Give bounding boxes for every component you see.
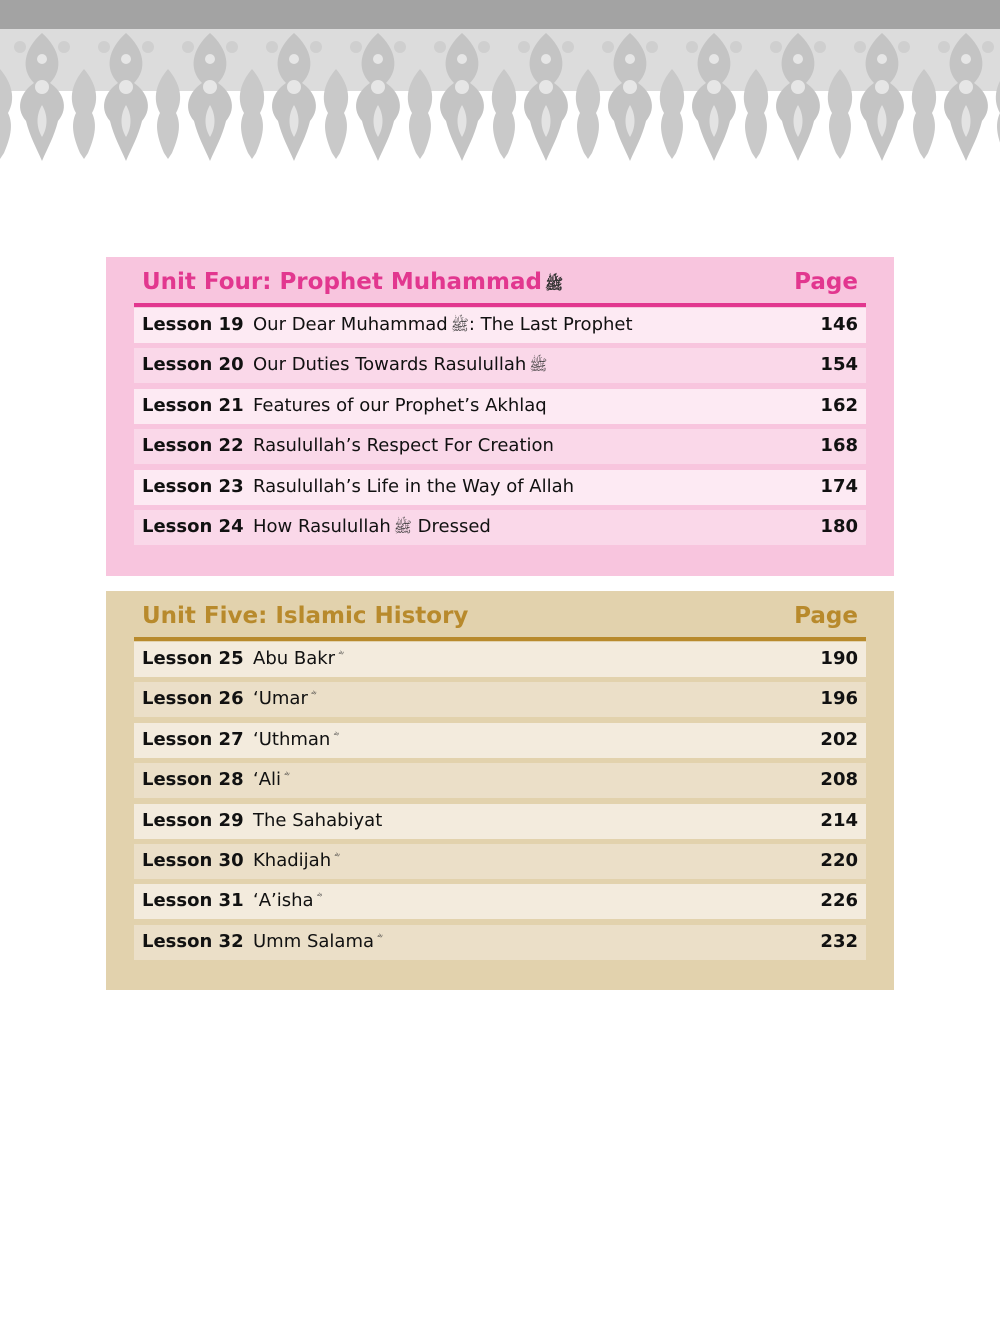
lesson-list [134, 308, 866, 550]
arabic-honorific-calligraphy-icon: ﷺ [529, 356, 548, 375]
lesson-title: Our Dear Muhammad ﷺ: The Last Prophet [253, 314, 633, 335]
lesson-row[interactable] [134, 884, 866, 919]
page-number: 208 [820, 769, 858, 791]
arabic-honorific-calligraphy-icon: ﷺ [450, 316, 469, 334]
lesson-title: Our Duties Towards Rasulullah ﷺ [253, 354, 548, 376]
arabic-honorific-calligraphy-icon: ﷺ [393, 517, 412, 536]
page-number: 146 [820, 314, 858, 335]
page-number: 168 [820, 435, 858, 457]
lesson-row[interactable] [134, 723, 866, 758]
lesson-number: Lesson 22 [142, 435, 244, 457]
lesson-number: Lesson 26 [142, 688, 244, 710]
lesson-row[interactable] [134, 510, 866, 545]
page-number: 180 [820, 515, 858, 537]
unit-header [134, 267, 866, 305]
lesson-row[interactable] [134, 844, 866, 879]
lesson-row[interactable] [134, 348, 866, 383]
lesson-title: Khadijah [253, 849, 332, 871]
lesson-row[interactable] [134, 682, 866, 717]
arabic-honorific-calligraphy-icon: ﷺ [544, 275, 564, 293]
lesson-title: ‘A’isha [253, 890, 314, 912]
page-number: 162 [820, 394, 858, 416]
page-number: 220 [820, 849, 858, 871]
page-number: 154 [820, 354, 858, 376]
lesson-number: Lesson 30 [142, 849, 244, 871]
lesson-row[interactable] [134, 308, 866, 343]
lesson-list [134, 642, 866, 965]
lesson-title: ‘Ali [253, 769, 282, 791]
page-number: 214 [820, 809, 858, 831]
unit-header-rule [134, 303, 866, 307]
unit-header [134, 601, 866, 639]
lesson-title: ‘Uthman [253, 728, 331, 750]
lesson-row[interactable] [134, 925, 866, 960]
lesson-title: Abu Bakr [253, 648, 336, 669]
lesson-row[interactable] [134, 389, 866, 424]
lesson-title: Rasulullah’s Life in the Way of Allah [253, 475, 575, 497]
lesson-number: Lesson 31 [142, 890, 244, 912]
lesson-number: Lesson 25 [142, 648, 244, 669]
lesson-number: Lesson 24 [142, 515, 244, 537]
page-column-label: Page [794, 269, 858, 295]
lesson-number: Lesson 29 [142, 809, 244, 831]
lesson-title: How Rasulullah ﷺ Dressed [253, 515, 491, 537]
page-number: 202 [820, 728, 858, 750]
page-number: 190 [820, 648, 858, 669]
lesson-row[interactable] [134, 470, 866, 505]
lesson-number: Lesson 20 [142, 354, 244, 376]
unit-four-section [106, 257, 894, 576]
lesson-row[interactable] [134, 429, 866, 464]
lesson-number: Lesson 19 [142, 314, 244, 335]
top-gray-bar [0, 0, 1000, 31]
unit-header-rule [134, 637, 866, 641]
lesson-number: Lesson 28 [142, 769, 244, 791]
lesson-title: Rasulullah’s Respect For Creation [253, 435, 554, 457]
unit-title: Unit Four: Prophet Muhammad ﷺ [142, 269, 564, 295]
lesson-title: Features of our Prophet’s Akhlaq [253, 394, 547, 416]
lesson-row[interactable] [134, 642, 866, 677]
lesson-row[interactable] [134, 804, 866, 839]
lesson-number: Lesson 27 [142, 728, 244, 750]
damask-border-ornament [0, 29, 1000, 165]
page-number: 174 [820, 475, 858, 497]
page-number: 226 [820, 890, 858, 912]
unit-title: Unit Five: Islamic History [142, 603, 469, 629]
lesson-title: The Sahabiyat [253, 809, 383, 831]
page-number: 196 [820, 688, 858, 710]
unit-five-section [106, 591, 894, 990]
lesson-number: Lesson 32 [142, 930, 244, 952]
page-column-label: Page [794, 603, 858, 629]
page-number: 232 [820, 930, 858, 952]
lesson-title: Umm Salama [253, 930, 375, 952]
lesson-number: Lesson 21 [142, 394, 244, 416]
lesson-row[interactable] [134, 763, 866, 798]
lesson-title: ‘Umar [253, 688, 308, 710]
lesson-number: Lesson 23 [142, 475, 244, 497]
